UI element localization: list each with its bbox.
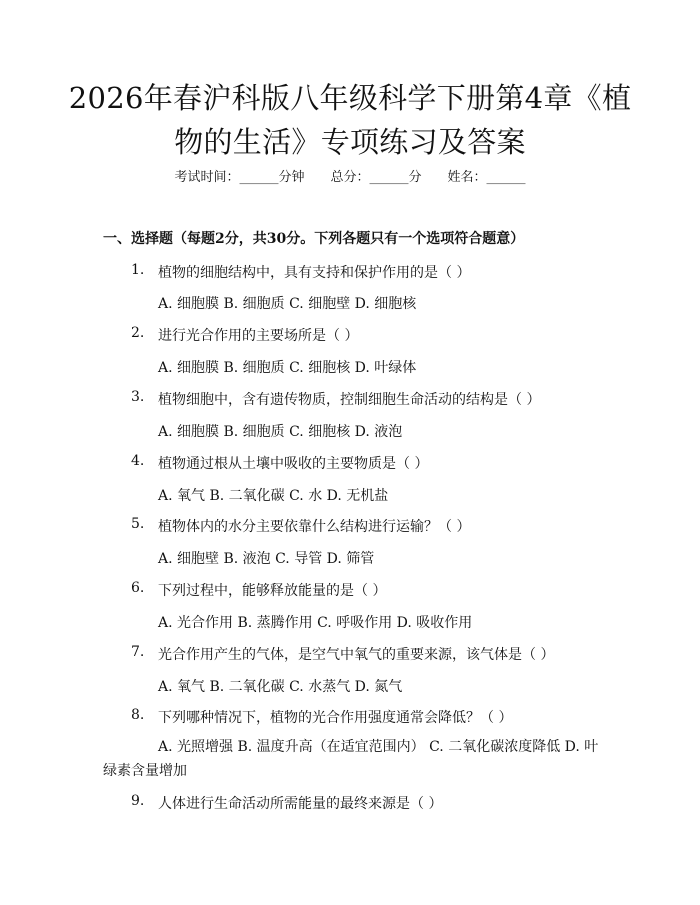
question-text: 光合作用产生的气体，是空气中氧气的重要来源，该气体是（ ） [158, 647, 555, 663]
question-options: A. 氧气 B. 二氧化碳 C. 水蒸气 D. 氮气 [158, 679, 403, 695]
question-number: 7. [131, 644, 145, 660]
question-options: A. 细胞壁 B. 液泡 C. 导管 D. 筛管 [158, 551, 375, 567]
question-options: A. 光照增强 B. 温度升高（在适宜范围内） C. 二氧化碳浓度降低 D. 叶绿素含量增加 [103, 739, 599, 779]
question-number: 1. [131, 262, 145, 278]
question-options: A. 氧气 B. 二氧化碳 C. 水 D. 无机盐 [158, 488, 389, 504]
question-number: 9. [131, 793, 145, 809]
question-text: 植物通过根从土壤中吸收的主要物质是（ ） [158, 456, 429, 472]
page-title: 2026年春沪科版八年级科学下册第4章《植物的生活》专项练习及答案 [68, 81, 632, 159]
question-text: 植物的细胞结构中，具有支持和保护作用的是（ ） [158, 265, 471, 281]
question-text: 植物体内的水分主要依靠什么结构进行运输？（ ） [158, 519, 471, 535]
question-text: 植物细胞中，含有遗传物质，控制细胞生命活动的结构是（ ） [158, 392, 541, 408]
question-options: A. 细胞膜 B. 细胞质 C. 细胞壁 D. 细胞核 [158, 296, 417, 312]
question-number: 4. [131, 453, 145, 469]
question-options: A. 光合作用 B. 蒸腾作用 C. 呼吸作用 D. 吸收作用 [158, 615, 473, 631]
question-number: 3. [131, 389, 145, 405]
question-text: 下列过程中，能够释放能量的是（ ） [158, 583, 387, 599]
question-number: 8. [131, 707, 145, 723]
question-text: 人体进行生命活动所需能量的最终来源是（ ） [158, 796, 443, 812]
exam-info-line: 考试时间：______分钟 总分：______分 姓名：______ [174, 170, 526, 185]
question-text: 下列哪种情况下，植物的光合作用强度通常会降低？（ ） [158, 710, 513, 726]
question-text: 进行光合作用的主要场所是（ ） [158, 328, 359, 344]
question-options: A. 细胞膜 B. 细胞质 C. 细胞核 D. 液泡 [158, 424, 403, 440]
question-number: 5. [131, 516, 145, 532]
section-heading: 一、选择题（每题2分，共30分。下列各题只有一个选项符合题意） [103, 231, 525, 247]
question-number: 2. [131, 325, 145, 341]
question-number: 6. [131, 580, 145, 596]
question-options: A. 细胞膜 B. 细胞质 C. 细胞核 D. 叶绿体 [158, 360, 417, 376]
